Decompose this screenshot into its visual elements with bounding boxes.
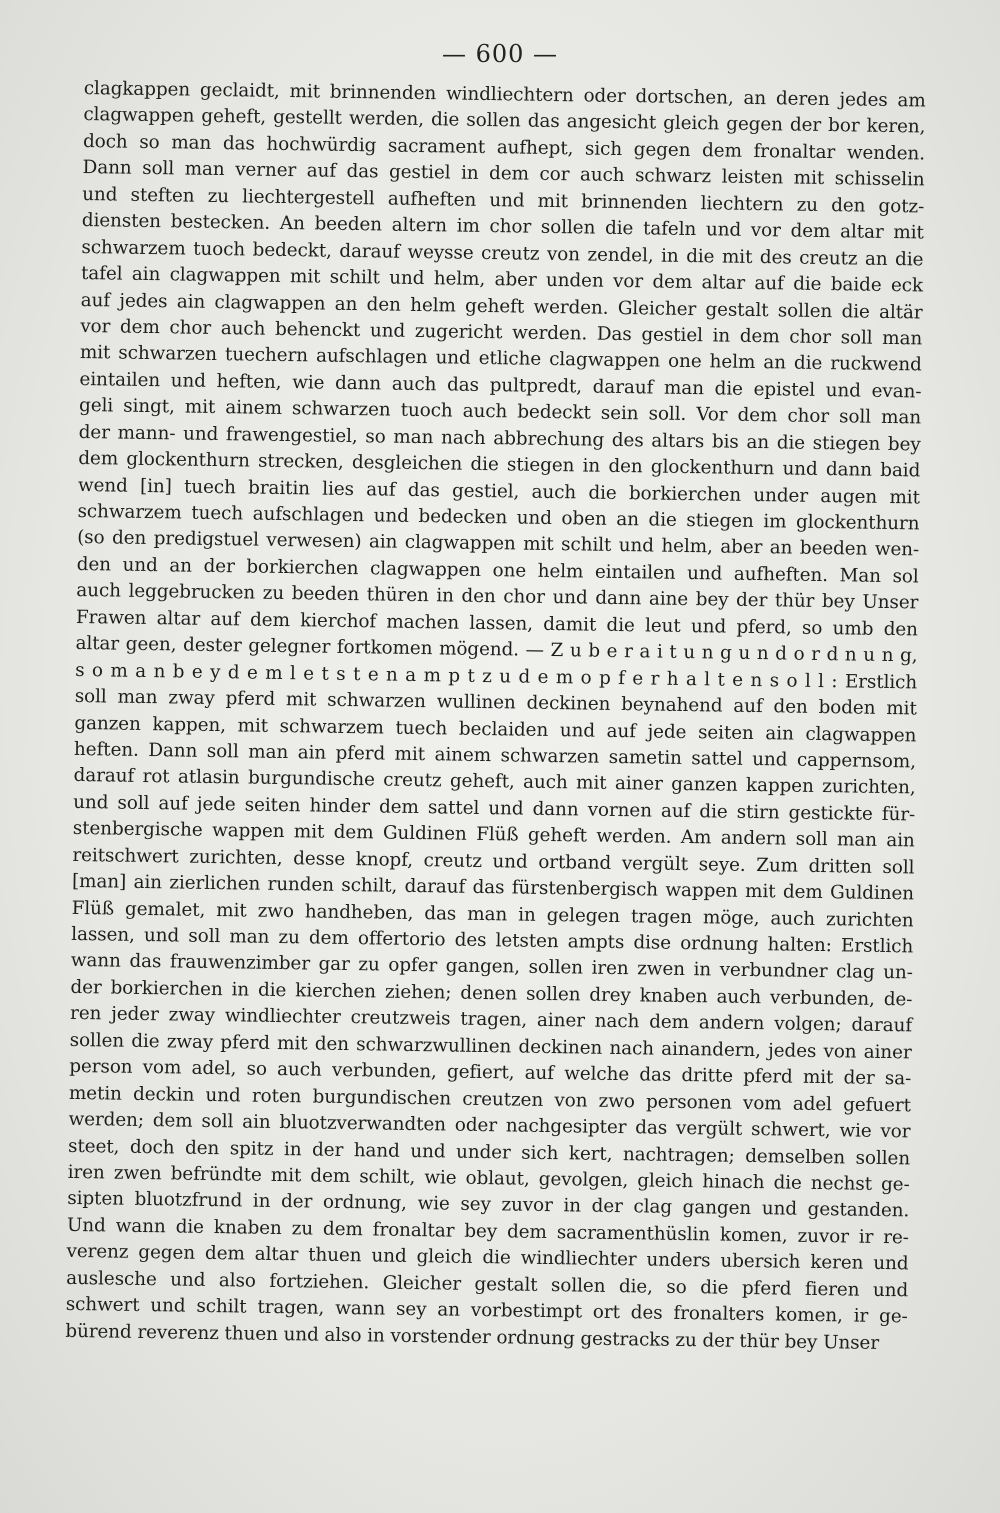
text-line: bürend reverenz thuen und also in vorstender ordnung gestracks zu der thür bey Unser [65,1320,880,1354]
text-line: mit schwarzen tuechern aufschlagen und etliche clagwappen one helm an die ruckwend [79,342,922,376]
text-line: metin deckin und roten burgundischen creutzen von zwo personen vom adel gefuert [68,1082,911,1117]
page-number: — 600 — [441,40,559,68]
text-line: clagwappen geheft, gestellt werden, die sollen das angesicht gleich gegen der bor keren, [83,104,926,138]
text-line: der mann- und frawengestiel, so man nach abbrechung des altars bis an die stiegen bey [78,421,921,456]
text-line: sollen die zway pferd mit den schwarzwullinen deckinen nach ainandern, jedes von ainer [69,1029,912,1064]
text-line: Dann soll man verner auf das gestiel in dem cor auch schwarz leisten mit schisselin [82,157,925,191]
text-line: dem glockenthurn strecken, desgleichen die stiegen in den glockenthurn und dann baid [78,448,921,482]
text-line: reitschwert zurichten, desse knopf, creutz und ortband vergült seye. Zum dritten soll [72,844,915,879]
text-line: steet, doch den spitz in der hand und under sich kert, nachtragen; demselben sollen [67,1135,911,1169]
text-line: ganzen kappen, mit schwarzem tuech beclaiden und auf jede seiten ain clagwappen [74,712,917,746]
text-line: doch so man das hochwürdig sacrament aufhept, sich gegen dem fronaltar wenden. [82,130,926,165]
text-line: s o m a n b e y d e m l e t s t e n a m p t z u d e m o p f e r h a l t e n s o l l : Erstlich [75,659,918,694]
text-line: clagkappen geclaidt, mit brinnenden windliechtern oder dortschen, an deren jedes am [83,77,926,112]
text-line: [man] ain zierlichen runden schilt, darauf das fürstenbergisch wappen mit dem Guldinen [71,871,915,905]
text-line: Frawen altar auf dem kierchof machen lassen, damit die leut und pferd, so umb den [75,606,919,641]
text-line: soll man zway pferd mit schwarzen wullinen deckinen beynahend auf den boden mit [74,685,917,720]
text-line: sipten bluotzfrund in der ordnung, wie sey zuvor in der clag gangen und gestanden. [67,1188,910,1222]
text-line: Flüß gemalet, mit zwo handheben, das man in gelegen tragen möge, auch zurichten [71,897,914,931]
text-line: eintailen und heften, wie dann auch das pultpredt, darauf man die epistel und evan- [79,368,922,403]
text-line: wann das frauwenzimber gar zu opfer gangen, sollen iren zwen in verbundner clag un- [70,950,913,984]
text-line: Und wann die knaben zu dem fronaltar bey dem sacramenthüslin komen, zuvor ir re- [66,1214,910,1249]
text-line: und soll auf jede seiten hinder dem sattel und dann vornen auf die stirn gestickte für- [73,791,916,826]
text-line: auf jedes ain clagwappen an den helm geheft werden. Gleicher gestalt sollen die altär [80,289,923,323]
text-line: schwert und schilt tragen, wann sey an vorbestimpt ort des fronalters komen, ir ge- [65,1293,908,1328]
text-line: den und an der borkierchen clagwappen one helm eintailen und aufheften. Man sol [76,553,919,588]
text-line: auch leggebrucken zu beeden thüren in den chor und dann aine bey der thür bey Unser [76,580,919,614]
text-line: vor dem chor auch behenckt und zugericht werden. Das gestiel in dem chor soll man [80,315,923,350]
text-line: der borkierchen in die kierchen ziehen; denen sollen drey knaben auch verbunden, de- [70,976,913,1011]
text-line: person vom adel, so auch verbunden, gefiert, auf welche das dritte pferd mit der sa- [69,1056,912,1090]
text-line: iren zwen befründte mit dem schilt, wie oblaut, gevolgen, gleich hinach die nechst ge- [67,1161,910,1196]
text-line: ren jeder zway windliechter creutzweis tragen, ainer nach dem andern volgen; darauf [69,1003,913,1037]
text-line: lassen, und soll man zu dem offertorio des letsten ampts dise ordnung halten: Erstlich [71,923,914,958]
text-line: altar geen, dester gelegner fortkomen mögend. — Z u b e r a i t u n g u n d o r d n u n g, [75,633,918,667]
text-line: geli singt, mit ainem schwarzen tuoch auch bedeckt sein soll. Vor dem chor soll man [78,395,922,429]
body-text [65,76,926,1357]
text-line: stenbergische wappen mit dem Guldinen Flüß geheft werden. Am andern soll man ain [72,818,915,852]
text-line: (so den predigstuel verwesen) ain clagwappen mit schilt und helm, aber an beeden wen- [76,527,920,561]
text-line: schwarzem tuech aufschlagen und bedecken und oben an die stiegen im glockenthurn [77,500,920,535]
text-line: und steften zu liechtergestell aufheften und mit brinnenden liechtern zu den gotz- [82,183,925,218]
text-line: heften. Dann soll man ain pferd mit ainem schwarzen sametin sattel und cappernsom, [73,738,917,773]
text-line: verenz gegen dem altar thuen und gleich die windliechter unders ubersich keren und [66,1241,909,1275]
text-line: wend [in] tuech braitin lies auf das gestiel, auch die borkierchen under augen mit [77,474,920,509]
text-line: werden; dem soll ain bluotzverwandten oder nachgesipter das vergült schwert, wie vor [68,1108,911,1143]
text-line: tafel ain clagwappen mit schilt und helm, aber unden vor dem altar auf die baide eck [80,263,924,297]
text-line: schwarzem tuoch bedeckt, darauf weysse creutz von zendel, in die mit des creutz an die [81,236,924,271]
text-line: diensten bestecken. An beeden altern im chor sollen die tafeln und vor dem altar mit [81,210,924,244]
text-line: darauf rot atlasin burgundische creutz geheft, auch mit ainer ganzen kappen zurichten, [73,765,916,799]
text-line: auslesche und also fortziehen. Gleicher gestalt sollen die, so die pferd fieren und [66,1267,909,1302]
